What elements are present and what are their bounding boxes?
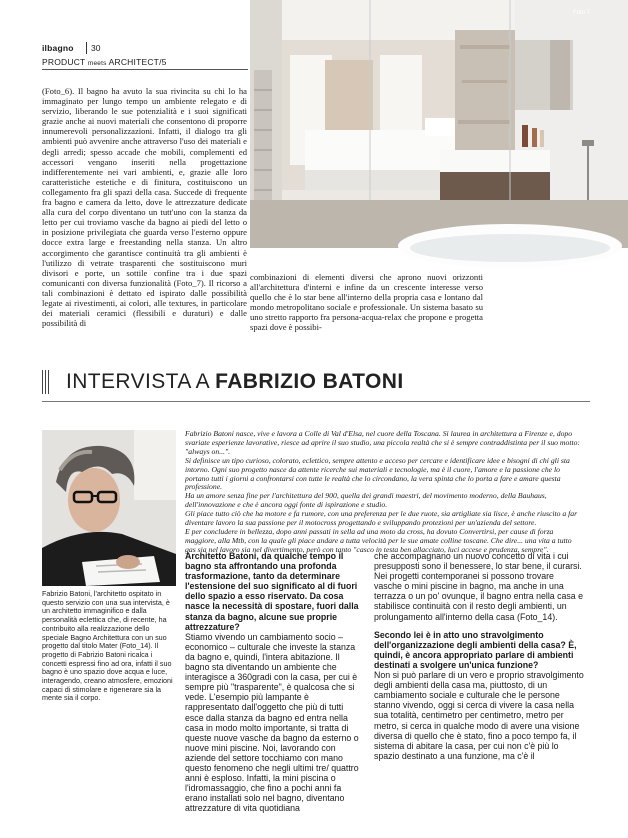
question-1: Architetto Batoni, da qualche tempo il bagno sta affrontando una profonda trasformazione, tanto da determinare l'estensione del suo significato al di fuori dello spazio a esso riservato. Da cosa nasce la necessità di spostare, fuori dalla stanza da bagno, alcune sue proprie attrezzature? — [185, 551, 359, 632]
header-rule — [42, 69, 248, 70]
section-left: PRODUCT — [42, 57, 86, 67]
title-bar — [42, 370, 43, 394]
architect-bio — [185, 429, 581, 554]
interview-column-2 — [374, 551, 584, 761]
title-decoration — [42, 370, 56, 394]
answer-2: Non si può parlare di un vero e proprio stravolgimento degli ambienti della casa ma, piuttosto, di un cambiamento sociale e culturale che le persone stanno vivendo, oggi si cerca di vivere la casa nella sua totalità, centimetro per centimetro, metro per metro, si cerca in qualche modo di avere una visione diversa di quello che è stato, fino a poco tempo fa, il sistema di abitare la casa, per cui non c'è più lo spazio destinato a una funzione, ma c'è il — [374, 670, 584, 761]
title-light: INTERVISTA A — [66, 370, 209, 393]
page-number: 30 — [91, 43, 101, 53]
article-column-1: (Foto_6). Il bagno ha avuto la sua rivincita su chi lo ha immaginato per lungo tempo un ambiente relegato e di servizio, liberando le sue potenzialità e i suoi significati grazie anche ai nuovi materiali che consentono di proporre innumerevoli personalizzazioni. Infatti, il dialogo tra gli ambienti può avvenire anche attraverso l'uso dei materiali e degli arredi; spesso accade che mobili, complementi ed accessori vengano inseriti nella progettazione indifferentemente nei vari ambienti, e, grazie alle loro caratteristiche estetiche e di finitura, costituiscono un collegamento fra gli spazi della casa. Succede di frequente fra bagno e camera da letto, dove le attrezzature dedicate alla cura del corpo diventano un tutt'uno con la stanza da letto per cui troviamo vasche da bagno ai piedi del letto o in posizione privilegiata che guarda verso l'esterno oppure docce extra large e freestanding nella stanza. Un altro accorgimento che garantisce continuità tra gli ambienti è l'utilizzo di vetrate trasparenti che sostituiscono muri divisori e porte, un sottile confine tra i due spazi comunicanti con diversa funzionalità (Foto_7). Il ricorso a tali combinazioni è dettato ed ispirato dalle possibilità legate ai rivestimenti, ai colori, alle textures, in particolare dei materiali ceramici (flessibili e duraturi) e dalle possibilità di — [42, 86, 247, 329]
answer-1: Stiamo vivendo un cambiamento socio – economico – culturale che investe la stanza da bagno e, quindi, l'intera abitazione. Il bagno sta diventando un ambiente che interagisce a 360gradi con la casa, per cui è sempre più "trasparente", è qualcosa che si vede. L'esempio più lampante è rappresentato dall'oggetto che più di tutti esce dalla stanza da bagno ed entra nella casa in modo molto importante, si tratta di queste nuove vasche da bagno da esterno o nuove mini piscine. Noi, lavorando con aziende del settore tocchiamo con mano questo fenomeno che negli ultimi tre/ quattro anni è esploso. Infatti, la mini piscina o l'idromassaggio, che fino a pochi anni fa erano installati solo nel bagno, diventano attrezzature di vita quotidiana — [185, 631, 359, 814]
photo-illustration — [250, 0, 628, 248]
header-divider — [86, 42, 87, 54]
answer-1-continued: che accompagnano un nuovo concetto di vita i cui presupposti sono il benessere, lo star bene, il curarsi. Nei progetti contemporanei si possono trovare vasche o mini piscine in bagno, ma anche in una terrazza o un po' ovunque, il bagno entra nella casa e stabilisce continuità con il resto degli ambienti, un prolungamento all'interno della casa (Foto_14). — [374, 551, 584, 622]
section-title — [42, 57, 167, 67]
bio-paragraph: Gli piace tutto ciò che ha motore e fa rumore, con una preferenza per le due ruote, sia artigliate sia lisce, è anche riuscito a far diventare lavoro la sua passione per il motocross progettando e sviluppando protezioni per un'azienda del settore. — [185, 509, 578, 528]
section-right: ARCHITECT/5 — [108, 57, 167, 67]
question-2: Secondo lei è in atto uno stravolgimento dell'organizzazione degli ambienti della casa? È, quindi, è ancora appropriato parlare di ambienti destinati a svolgere un'unica funzione? — [374, 629, 577, 670]
portrait-caption: Fabrizio Batoni, l'architetto ospitato in questo servizio con una sua intervista, è un architetto immaginifico e dalla personalità eclettica che, di recente, ha contribuito alla realizzazione dello speciale Bagno Architettura con un suo progetto dal titolo Mater (Foto_14). Il progetto di Fabrizio Batoni ricalca i concetti espressi fino ad ora, infatti il suo bagno è uno spazio dove acqua e luce, interagendo, creano atmosfere, emozioni capaci di stimolare e rigenerare sia la mente sia il corpo. — [42, 589, 173, 703]
title-bar — [48, 370, 49, 394]
bio-paragraph: E per concludere in bellezza, dopo anni passati in sella ad una moto da cross, ha dovuto Convertirsi, per cause di forza maggiore, alla Mtb, con la quale gli piace andare a tutta velocità per le sue amate colline toscane. Che dire... una vita a tutto gas sia nel lavoro sia nel divertimento, però con tanto "casco in testa ben allacciato, luci accese e prudenza, sempre". — [185, 526, 572, 554]
section-meets: meets — [87, 60, 107, 67]
photo-label: Foto 7 — [572, 10, 590, 16]
bio-paragraph: Si definisce un tipo curioso, colorato, eclettico, sempre attento e acceso per cercare e identificare idee e bisogni di chi gli sta intorno. Ogni suo progetto nasce da attente ricerche sui materiali e tecnologie, ma è il cuore, l'amore e la passione che lo portano tutti i giorni a confrontarsi con tutte le realtà che lo circondano, la vera spinta che lo porta a fare e amare questa professione. — [185, 455, 570, 492]
bathroom-bedroom-photo — [250, 0, 628, 248]
portrait-illustration — [42, 430, 176, 586]
bio-paragraph: Ha un amore senza fine per l'architettura del 900, quella dei grandi maestri, del movimento moderno, della Bauhaus, dell'innovazione e che è ancora oggi fonte di ispirazione e studio. — [185, 491, 547, 510]
article-column-2: combinazioni di elementi diversi che aprono nuovi orizzonti all'architettura d'interni e infine da un crescente interesse verso quello che è lo star bene all'interno della propria casa e lontano dal mondo metropolitano sociale e professionale. Un sistema basato su uno stretto rapporto fra persona-acqua-relax che propone e progetta spazi dove è possibi- — [250, 272, 483, 333]
interview-column-1 — [185, 551, 363, 814]
title-rule — [42, 401, 590, 402]
magazine-brand: ilbagno — [42, 43, 74, 53]
architect-portrait — [42, 430, 176, 586]
interview-title — [66, 370, 404, 394]
bio-paragraph: Fabrizio Batoni nasce, vive e lavora a Colle di Val d'Elsa, nel cuore della Toscana. Si laurea in architettura a Firenze e, dopo svariate esperienze lavorative, riesce ad aprire il suo studio, una piccola realtà che si è sempre contraddistinta per il suo motto: "always on...". — [185, 429, 580, 456]
title-bold: FABRIZIO BATONI — [215, 370, 404, 393]
title-bar — [45, 370, 46, 394]
